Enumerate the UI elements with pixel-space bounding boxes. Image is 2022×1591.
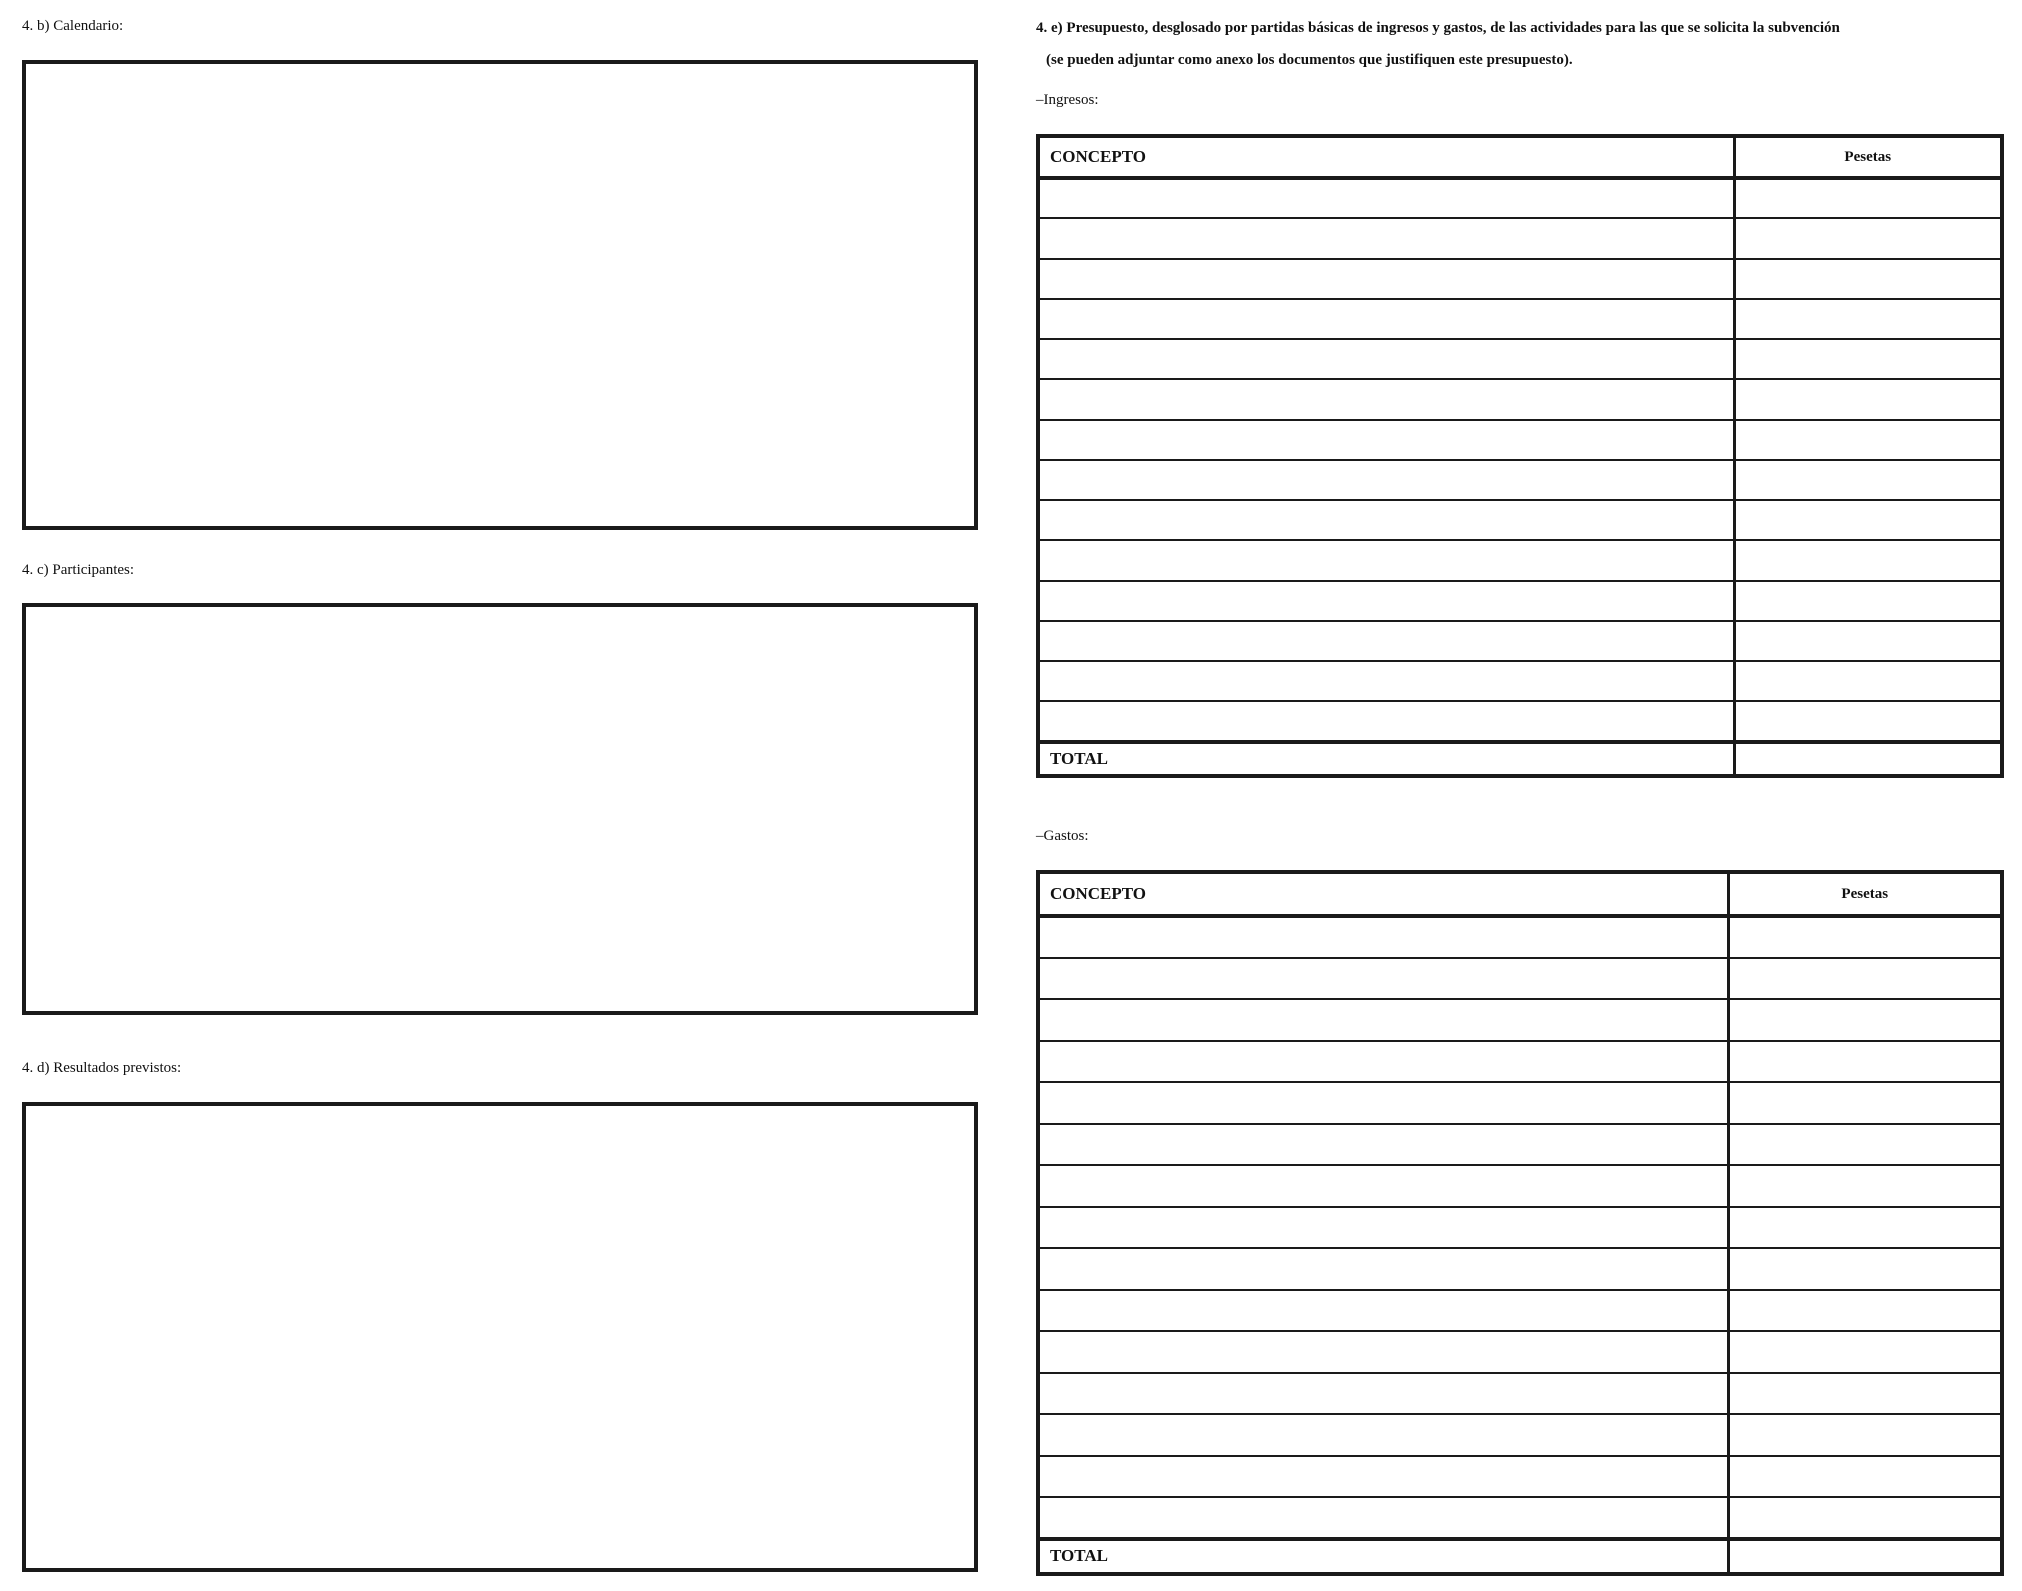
ingresos-pesetas-cell[interactable] — [1734, 500, 2002, 540]
resultados-box[interactable] — [22, 1102, 978, 1572]
gastos-pesetas-cell[interactable] — [1728, 1041, 2002, 1083]
gastos-pesetas-cell[interactable] — [1728, 1373, 2002, 1415]
gastos-pesetas-cell[interactable] — [1728, 1456, 2002, 1498]
gastos-total-label: TOTAL — [1038, 1539, 1728, 1575]
gastos-row — [1038, 1124, 2002, 1166]
ingresos-row — [1038, 701, 2002, 741]
gastos-col-concepto: CONCEPTO — [1038, 872, 1728, 916]
ingresos-row — [1038, 420, 2002, 460]
gastos-pesetas-cell[interactable] — [1728, 1497, 2002, 1539]
gastos-pesetas-cell[interactable] — [1728, 1414, 2002, 1456]
ingresos-pesetas-cell[interactable] — [1734, 661, 2002, 701]
gastos-pesetas-cell[interactable] — [1728, 999, 2002, 1041]
gastos-concepto-cell[interactable] — [1038, 1290, 1728, 1332]
ingresos-concepto-cell[interactable] — [1038, 621, 1734, 661]
ingresos-concepto-cell[interactable] — [1038, 460, 1734, 500]
calendario-label: 4. b) Calendario: — [22, 18, 124, 34]
ingresos-pesetas-cell[interactable] — [1734, 178, 2002, 218]
gastos-row — [1038, 1414, 2002, 1456]
gastos-concepto-cell[interactable] — [1038, 958, 1728, 1000]
ingresos-total-label: TOTAL — [1038, 742, 1734, 776]
gastos-pesetas-cell[interactable] — [1728, 916, 2002, 958]
ingresos-concepto-cell[interactable] — [1038, 339, 1734, 379]
ingresos-total-value[interactable] — [1734, 742, 2002, 776]
gastos-concepto-cell[interactable] — [1038, 1456, 1728, 1498]
ingresos-row — [1038, 621, 2002, 661]
participantes-box[interactable] — [22, 603, 978, 1015]
resultados-label: 4. d) Resultados previstos: — [22, 1060, 182, 1076]
ingresos-row — [1038, 178, 2002, 218]
ingresos-row — [1038, 299, 2002, 339]
ingresos-pesetas-cell[interactable] — [1734, 460, 2002, 500]
gastos-concepto-cell[interactable] — [1038, 1207, 1728, 1249]
ingresos-concepto-cell[interactable] — [1038, 701, 1734, 741]
ingresos-concepto-cell[interactable] — [1038, 218, 1734, 258]
ingresos-table — [1036, 134, 2004, 778]
ingresos-col-concepto: CONCEPTO — [1038, 136, 1734, 178]
gastos-row — [1038, 1248, 2002, 1290]
gastos-table — [1036, 870, 2004, 1576]
ingresos-row — [1038, 218, 2002, 258]
ingresos-concepto-cell[interactable] — [1038, 420, 1734, 460]
gastos-pesetas-cell[interactable] — [1728, 1165, 2002, 1207]
gastos-concepto-cell[interactable] — [1038, 1331, 1728, 1373]
gastos-concepto-cell[interactable] — [1038, 1497, 1728, 1539]
gastos-row — [1038, 999, 2002, 1041]
ingresos-label: –Ingresos: — [1036, 92, 1099, 108]
gastos-pesetas-cell[interactable] — [1728, 1248, 2002, 1290]
gastos-row — [1038, 1331, 2002, 1373]
gastos-label: –Gastos: — [1036, 828, 1089, 844]
ingresos-concepto-cell[interactable] — [1038, 178, 1734, 218]
ingresos-pesetas-cell[interactable] — [1734, 299, 2002, 339]
gastos-pesetas-cell[interactable] — [1728, 1207, 2002, 1249]
gastos-total-value[interactable] — [1728, 1539, 2002, 1575]
presupuesto-heading-note: (se pueden adjuntar como anexo los documentos que justifiquen este presupuesto). — [1046, 52, 1573, 68]
ingresos-pesetas-cell[interactable] — [1734, 420, 2002, 460]
ingresos-row — [1038, 339, 2002, 379]
ingresos-row — [1038, 661, 2002, 701]
gastos-pesetas-cell[interactable] — [1728, 958, 2002, 1000]
ingresos-row — [1038, 379, 2002, 419]
gastos-concepto-cell[interactable] — [1038, 1414, 1728, 1456]
gastos-pesetas-cell[interactable] — [1728, 1082, 2002, 1124]
gastos-row — [1038, 916, 2002, 958]
gastos-pesetas-cell[interactable] — [1728, 1331, 2002, 1373]
ingresos-row — [1038, 460, 2002, 500]
ingresos-row — [1038, 259, 2002, 299]
gastos-row — [1038, 958, 2002, 1000]
ingresos-pesetas-cell[interactable] — [1734, 540, 2002, 580]
ingresos-total-row — [1038, 742, 2002, 776]
ingresos-row — [1038, 540, 2002, 580]
ingresos-concepto-cell[interactable] — [1038, 299, 1734, 339]
gastos-concepto-cell[interactable] — [1038, 1373, 1728, 1415]
ingresos-pesetas-cell[interactable] — [1734, 379, 2002, 419]
gastos-row — [1038, 1497, 2002, 1539]
gastos-concepto-cell[interactable] — [1038, 1041, 1728, 1083]
gastos-concepto-cell[interactable] — [1038, 999, 1728, 1041]
gastos-total-row — [1038, 1539, 2002, 1575]
gastos-concepto-cell[interactable] — [1038, 1124, 1728, 1166]
ingresos-concepto-cell[interactable] — [1038, 379, 1734, 419]
gastos-pesetas-cell[interactable] — [1728, 1124, 2002, 1166]
gastos-row — [1038, 1082, 2002, 1124]
gastos-concepto-cell[interactable] — [1038, 1082, 1728, 1124]
ingresos-concepto-cell[interactable] — [1038, 500, 1734, 540]
ingresos-pesetas-cell[interactable] — [1734, 701, 2002, 741]
gastos-pesetas-cell[interactable] — [1728, 1290, 2002, 1332]
ingresos-pesetas-cell[interactable] — [1734, 259, 2002, 299]
ingresos-row — [1038, 500, 2002, 540]
calendario-box[interactable] — [22, 60, 978, 530]
gastos-concepto-cell[interactable] — [1038, 916, 1728, 958]
ingresos-concepto-cell[interactable] — [1038, 259, 1734, 299]
ingresos-pesetas-cell[interactable] — [1734, 339, 2002, 379]
presupuesto-heading: 4. e) Presupuesto, desglosado por partidas básicas de ingresos y gastos, de las actividades para las que se solicita la subvención — [1036, 20, 1840, 36]
ingresos-row — [1038, 581, 2002, 621]
gastos-row — [1038, 1165, 2002, 1207]
ingresos-concepto-cell[interactable] — [1038, 581, 1734, 621]
gastos-row — [1038, 1290, 2002, 1332]
gastos-col-pesetas: Pesetas — [1728, 872, 2002, 916]
ingresos-pesetas-cell[interactable] — [1734, 581, 2002, 621]
ingresos-pesetas-cell[interactable] — [1734, 621, 2002, 661]
gastos-concepto-cell[interactable] — [1038, 1165, 1728, 1207]
participantes-label: 4. c) Participantes: — [22, 562, 135, 578]
ingresos-pesetas-cell[interactable] — [1734, 218, 2002, 258]
gastos-row — [1038, 1207, 2002, 1249]
ingresos-concepto-cell[interactable] — [1038, 540, 1734, 580]
gastos-row — [1038, 1373, 2002, 1415]
ingresos-concepto-cell[interactable] — [1038, 661, 1734, 701]
gastos-row — [1038, 1041, 2002, 1083]
gastos-concepto-cell[interactable] — [1038, 1248, 1728, 1290]
gastos-row — [1038, 1456, 2002, 1498]
ingresos-col-pesetas: Pesetas — [1734, 136, 2002, 178]
